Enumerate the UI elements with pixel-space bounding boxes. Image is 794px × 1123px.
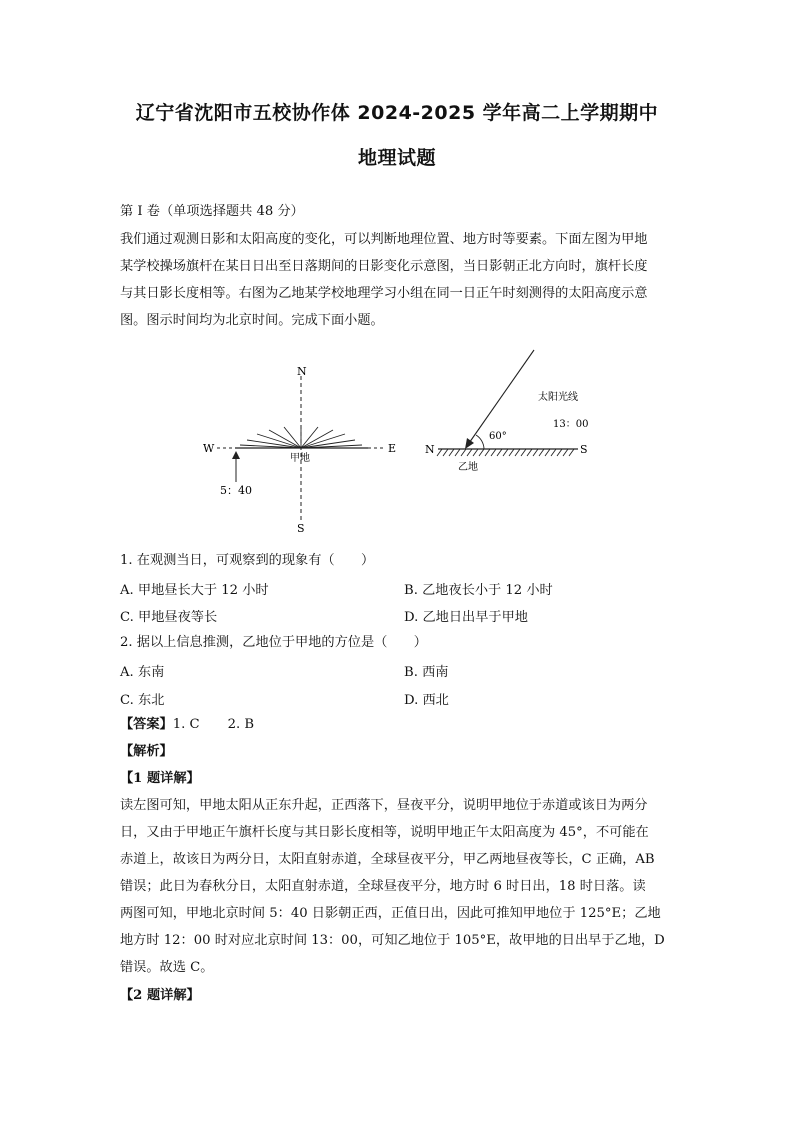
- answer-q2: 2. B: [227, 717, 255, 732]
- title-line-2: 地理试题: [357, 147, 436, 169]
- answer-row: [120, 716, 680, 734]
- south-label: S: [297, 522, 305, 535]
- stem-line: 图。图示时间均为北京时间。完成下面小题。: [120, 313, 384, 328]
- option-b: B. 乙地夜长小于 12 小时: [404, 583, 553, 598]
- question-stem: 2. 据以上信息推测，乙地位于甲地的方位是（ ）: [120, 635, 427, 650]
- right-south-label: S: [580, 443, 588, 456]
- east-label: E: [388, 442, 397, 455]
- angle-label: 60°: [489, 431, 507, 442]
- north-label: N: [297, 365, 307, 378]
- explanation-line: 错误；此日为春秋分日，太阳直射赤道，全球昼夜平分，地方时 6 时日出，18 时日落。读: [120, 879, 646, 894]
- answer-q1: 1. C: [172, 717, 200, 732]
- west-label: W: [203, 442, 215, 455]
- ground-hatch: [437, 449, 574, 456]
- sun-altitude-diagram: [420, 345, 600, 480]
- option-a: A. 东南: [120, 665, 165, 680]
- answer-label: 【答案】: [120, 717, 173, 732]
- place-jia: 甲地: [290, 453, 310, 464]
- stem-line: 我们通过观测日影和太阳高度的变化，可以判断地理位置、地方时等要素。下面左图为甲地: [120, 232, 648, 247]
- analysis-label: 【解析】: [120, 744, 173, 759]
- option-b: B. 西南: [404, 665, 449, 680]
- option-d: D. 乙地日出早于甲地: [404, 610, 528, 625]
- explanation-line: 日，又由于甲地正午旗杆长度与其日影长度相等，说明甲地正午太阳高度为 45°，不可能在: [120, 825, 649, 840]
- title-line-1: 辽宁省沈阳市五校协作体 2024-2025 学年高二上学期期中: [135, 102, 659, 124]
- option-d: D. 西北: [404, 693, 449, 708]
- q1-detail-heading: 【1 题详解】: [120, 771, 200, 786]
- explanation-line: 读左图可知，甲地太阳从正东升起，正西落下，昼夜平分，说明甲地位于赤道或该日为两分: [120, 798, 648, 813]
- explanation-line: 错误。故选 C。: [120, 960, 214, 975]
- stem-line: 与其日影长度相等。右图为乙地某学校地理学习小组在同一日正午时刻测得的太阳高度示意: [120, 286, 648, 301]
- shadow-lines: [240, 426, 362, 448]
- arrow-head-icon: [232, 451, 240, 459]
- explanation-line: 地方时 12：00 时对应北京时间 13：00，可知乙地位于 105°E，故甲地的日出早于乙地，D: [120, 933, 665, 948]
- shadow-diagram: [195, 360, 405, 535]
- explanation-line: 赤道上，故该日为两分日，太阳直射赤道，全球昼夜平分，甲乙两地昼夜等长，C 正确，AB: [120, 852, 655, 867]
- option-c: C. 甲地昼夜等长: [120, 610, 218, 625]
- time-label: 5：40: [220, 484, 252, 497]
- right-time-label: 13：00: [553, 419, 589, 430]
- sunray-label: 太阳光线: [538, 392, 578, 403]
- right-north-label: N: [425, 443, 435, 456]
- question-stem: 1. 在观测当日，可观察到的现象有（ ）: [120, 553, 375, 568]
- option-a: A. 甲地昼长大于 12 小时: [120, 583, 269, 598]
- section-heading: 第 I 卷（单项选择题共 48 分）: [120, 204, 304, 219]
- stem-line: 某学校操场旗杆在某日日出至日落期间的日影变化示意图，当日影朝正北方向时，旗杆长度: [120, 259, 648, 274]
- place-yi: 乙地: [458, 462, 478, 473]
- angle-arc: [476, 435, 484, 449]
- explanation-line: 两图可知，甲地北京时间 5：40 日影朝正西，正值日出，因此可推知甲地位于 125°E；乙地: [120, 906, 661, 921]
- q2-detail-heading: 【2 题详解】: [120, 988, 200, 1003]
- option-c: C. 东北: [120, 693, 165, 708]
- sun-ray-arrow-icon: [465, 438, 474, 449]
